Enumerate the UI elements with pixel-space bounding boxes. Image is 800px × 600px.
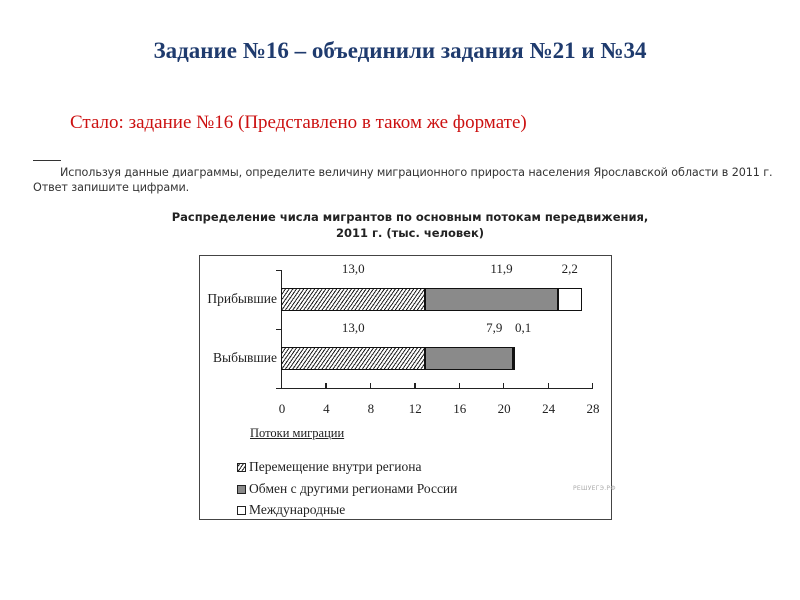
y-axis-tick [276, 329, 282, 330]
x-axis-tick [503, 383, 504, 389]
question-line-2: Ответ запишите цифрами. [33, 181, 190, 194]
value-label: 11,9 [490, 261, 513, 276]
x-tick-label: 4 [323, 401, 330, 416]
x-tick-label: 0 [278, 401, 286, 416]
bar-segment [425, 288, 557, 311]
y-axis-tick [276, 270, 282, 271]
x-tick-label: 20 [497, 401, 511, 416]
slide-subtitle: Стало: задание №16 (Представлено в таком же формате) [70, 112, 527, 133]
x-tick-label: 8 [367, 401, 375, 416]
slide-title: Задание №16 – объединили задания №21 и №34 [153, 38, 647, 63]
x-axis-line [277, 388, 593, 389]
value-label: 0,1 [515, 320, 532, 335]
value-label: 7,9 [486, 320, 503, 335]
x-tick-label: 24 [542, 401, 556, 416]
question-line-1: Используя данные диаграммы, определите величину миграционного прироста населения Ярославской области в 2011 г. [60, 166, 773, 179]
x-tick-label: 12 [408, 401, 422, 416]
bar-segment [558, 288, 582, 311]
gray-swatch-icon [237, 485, 246, 494]
x-axis-tick [548, 383, 549, 389]
x-axis-tick [592, 383, 593, 389]
x-tick-label: 28 [586, 401, 600, 416]
x-axis-title: Потоки миграции [250, 426, 345, 440]
chart-title-line-2: 2011 г. (тыс. человек) [335, 226, 485, 240]
divider-rule [33, 160, 61, 161]
chart-title-line-1: Распределение числа мигрантов по основным потокам передвижения, [171, 210, 649, 224]
x-axis-tick [414, 383, 415, 389]
value-label: 13,0 [341, 261, 365, 276]
value-label: 2,2 [561, 261, 578, 276]
legend-label: Обмен с другими регионами России [249, 481, 458, 496]
bar-segment [425, 347, 513, 370]
x-tick-label: 16 [453, 401, 467, 416]
bar-segment [281, 347, 425, 370]
chart-title [150, 209, 670, 241]
bar-segment [513, 347, 515, 370]
value-label: 13,0 [341, 320, 365, 335]
watermark: РЕШУЕГЭ.РФ [573, 485, 616, 492]
x-axis-tick [370, 383, 371, 389]
x-axis-tick [281, 383, 282, 389]
white-swatch-icon [237, 506, 246, 515]
question-text [33, 165, 783, 195]
hatch-swatch-icon [237, 463, 246, 472]
x-axis-tick [325, 383, 326, 389]
legend-label: Перемещение внутри региона [249, 459, 422, 474]
legend-item-within-region [237, 459, 421, 475]
category-label: Прибывшие [207, 291, 277, 306]
legend-label: Международные [249, 502, 346, 517]
category-label: Выбывшие [213, 350, 277, 365]
legend-item-international [237, 502, 345, 518]
legend-item-other-regions [237, 481, 457, 497]
bar-segment [281, 288, 425, 311]
x-axis-tick [459, 383, 460, 389]
